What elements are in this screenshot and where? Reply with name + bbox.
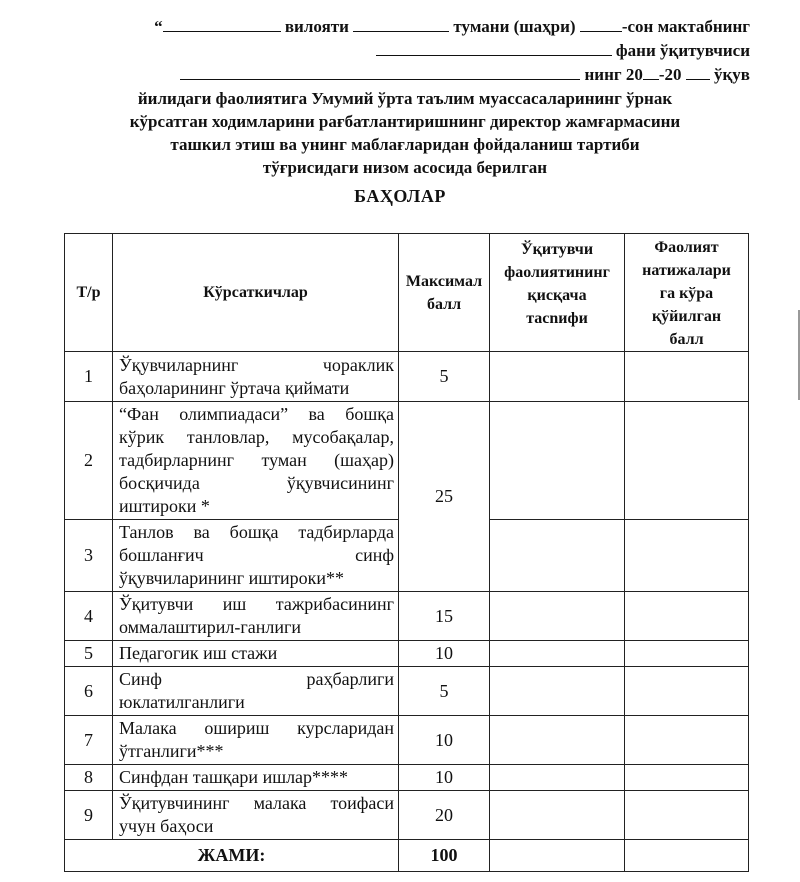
row-max-score: 5 [399,667,490,716]
region-blank [163,17,281,32]
total-description-cell[interactable] [490,840,625,872]
row-number: 4 [65,592,113,641]
header-line-4: йилидаги фаолиятига Умумий ўрта таълим муассасаларининг ўрнак [137,89,673,108]
table-row [65,592,749,641]
row-number: 7 [65,716,113,765]
school-number-blank [580,17,622,32]
row-description-cell[interactable] [490,765,625,791]
row-given-score-cell[interactable] [625,402,749,520]
row-description-cell[interactable] [490,352,625,402]
row-indicator: Танлов ва бошқа тадбирларда бошланғич синф ўқувчиларининг иштироки** [113,520,399,592]
row-indicator: “Фан олимпиадаси” ва бошқа кўрик танловлар, мусобақалар, тадбирларнинг туман (шаҳар) босқичида ўқувчисининг иштироки * [113,402,399,520]
year-end-blank [686,65,710,80]
evaluation-table [64,233,749,872]
header-num: Т/р [65,234,113,352]
district-label: тумани (шаҳри) [453,17,576,36]
row-description-cell[interactable] [490,592,625,641]
row-max-score: 10 [399,765,490,791]
row-number: 8 [65,765,113,791]
header-line-3 [100,64,750,86]
region-label: вилояти [284,17,349,36]
row-indicator: Малака ошириш курсларидан ўтганлиги*** [113,716,399,765]
school-label: -сон мактабнинг [621,17,750,36]
row-indicator: Ўқувчиларнинг чораклик баҳоларининг ўртача қиймати [113,352,399,402]
table-header-row [65,234,749,352]
row-number: 3 [65,520,113,592]
row-indicator: Ўқитувчи иш тажрибасининг оммалаштирил-ганлиги [113,592,399,641]
row-indicator: Педагогик иш стажи [113,641,399,667]
row-number: 6 [65,667,113,716]
year-dash: -20 [658,65,682,84]
row-indicator: Синф раҳбарлиги юклатилганлиги [113,667,399,716]
row-given-score-cell[interactable] [625,641,749,667]
row-given-score-cell[interactable] [625,791,749,840]
header-indicators: Кўрсаткичлар [113,234,399,352]
row-number: 5 [65,641,113,667]
row-max-score: 5 [399,352,490,402]
row-description-cell[interactable] [490,402,625,520]
year-start-blank [643,65,659,80]
subject-teacher-label: фани ўқитувчиси [615,41,750,60]
year-prefix: нинг 20 [584,65,643,84]
row-description-cell[interactable] [490,716,625,765]
header-line-1 [66,16,750,38]
table-row [65,352,749,402]
row-max-score: 25 [399,402,490,592]
table-row [65,716,749,765]
table-row [65,667,749,716]
header-line-5: кўрсатган ходимларини рағбатлантиришнинг директор жамғармасини [129,112,681,131]
row-given-score-cell[interactable] [625,667,749,716]
header-line-6: ташкил этиш ва унинг маблағларидан фойдаланиш тартиби [170,135,640,154]
row-indicator: Ўқитувчининг малака тоифаси учун баҳоси [113,791,399,840]
academic-year-label: ўқув [714,65,750,84]
table-total-row [65,840,749,872]
row-given-score-cell[interactable] [625,592,749,641]
row-number: 2 [65,402,113,520]
row-description-cell[interactable] [490,520,625,592]
table-row [65,791,749,840]
total-label: ЖАМИ: [65,840,399,872]
row-max-score: 20 [399,791,490,840]
row-given-score-cell[interactable] [625,520,749,592]
row-number: 9 [65,791,113,840]
header-max-score: Максимал балл [399,234,490,352]
row-given-score-cell[interactable] [625,765,749,791]
open-quote: “ [154,17,163,36]
table-row [65,402,749,520]
teacher-name-blank [180,65,580,80]
row-max-score: 15 [399,592,490,641]
row-description-cell[interactable] [490,667,625,716]
row-max-score: 10 [399,641,490,667]
header-line-2 [200,40,750,62]
row-indicator: Синфдан ташқари ишлар**** [113,765,399,791]
document-title: БАҲОЛАР [354,186,446,206]
row-description-cell[interactable] [490,641,625,667]
table-row [65,765,749,791]
row-given-score-cell[interactable] [625,352,749,402]
row-number: 1 [65,352,113,402]
header-given-score: Фаолият натижалари га кўра қўйилган балл [625,234,749,352]
table-row [65,641,749,667]
row-given-score-cell[interactable] [625,716,749,765]
total-value: 100 [399,840,490,872]
subject-blank [376,41,612,56]
row-max-score: 10 [399,716,490,765]
header-brief-description: Ўқитувчи фаолиятининг қисқача тасnифи [490,234,625,352]
row-description-cell[interactable] [490,791,625,840]
total-given-score-cell[interactable] [625,840,749,872]
header-line-7: тўғрисидаги низом асосида берилган [262,158,548,177]
district-blank [353,17,449,32]
